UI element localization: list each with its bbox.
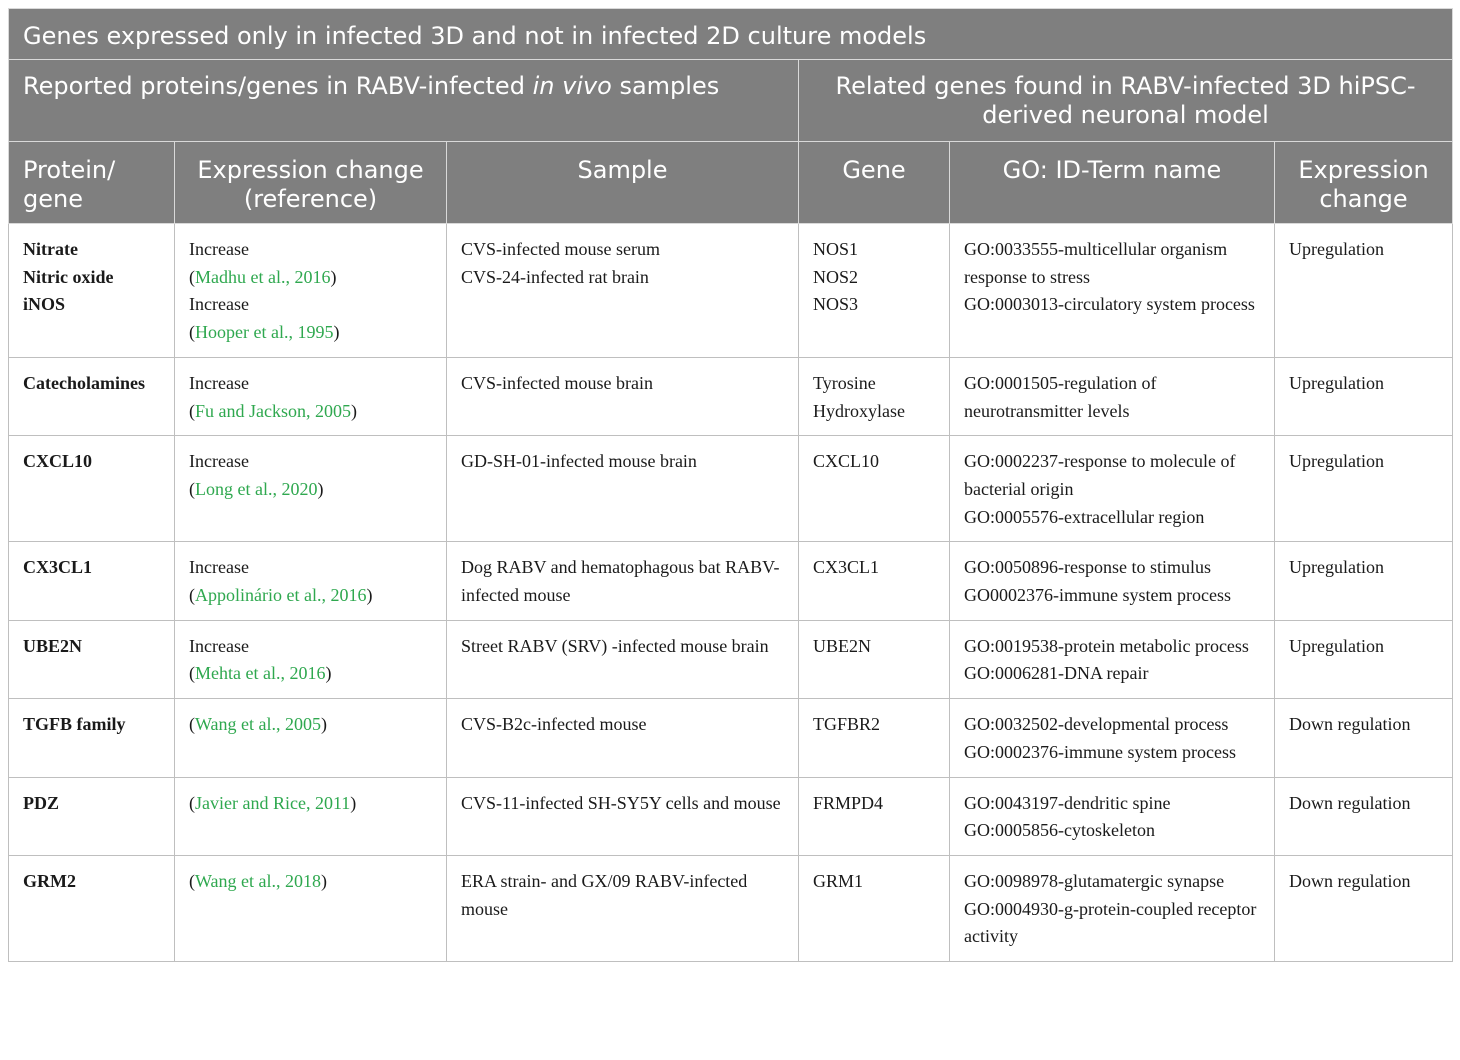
protein-line: iNOS [23, 294, 66, 315]
expression-change-text: Increase [189, 451, 249, 472]
gene-line: TGFBR2 [813, 714, 881, 735]
cell-expression-change: Down regulation [1275, 777, 1453, 855]
cell-go-term [950, 436, 1275, 542]
cell-go-term [950, 224, 1275, 358]
reference-line: (Madhu et al., 2016) [189, 266, 337, 287]
cell-sample [447, 620, 799, 698]
cell-expression-reference [175, 620, 447, 698]
cell-protein [9, 436, 175, 542]
gene-line: GRM1 [813, 870, 864, 891]
cell-sample [447, 855, 799, 961]
cell-gene [799, 436, 950, 542]
reference-link[interactable]: Appolinário et al., 2016 [195, 585, 367, 606]
protein-line: TGFB family [23, 714, 126, 735]
table-row [9, 357, 1453, 435]
reference-link[interactable]: Javier and Rice, 2011 [195, 792, 351, 813]
protein-line: GRM2 [23, 870, 76, 891]
table-title: Genes expressed only in infected 3D and not in infected 2D culture models [9, 9, 1453, 60]
cell-expression-change: Upregulation [1275, 542, 1453, 620]
table-row [9, 620, 1453, 698]
go-term-line: GO:0001505-regulation of neurotransmitter levels [964, 372, 1157, 421]
col-header-expression-reference: Expression change (reference) [175, 142, 447, 224]
reference-link[interactable]: Fu and Jackson, 2005 [195, 400, 351, 421]
go-term-line: GO:0050896-response to stimulus [964, 557, 1211, 578]
reference-line: (Appolinário et al., 2016) [189, 585, 373, 606]
cell-sample [447, 436, 799, 542]
protein-line: Catecholamines [23, 372, 145, 393]
cell-expression-reference [175, 777, 447, 855]
cell-protein [9, 777, 175, 855]
cell-sample [447, 777, 799, 855]
table-row [9, 436, 1453, 542]
expression-change-text: Increase [189, 557, 249, 578]
reference-line: (Mehta et al., 2016) [189, 663, 332, 684]
reference-line: (Fu and Jackson, 2005) [189, 400, 357, 421]
sample-line: CVS-infected mouse serum [461, 239, 660, 259]
go-term-line: GO:0033555-multicellular organism response to stress [964, 239, 1228, 287]
cell-expression-reference [175, 436, 447, 542]
cell-expression-change: Down regulation [1275, 855, 1453, 961]
cell-expression-change: Upregulation [1275, 224, 1453, 358]
go-term-line: GO:0002376-immune system process [964, 741, 1236, 762]
cell-expression-reference [175, 699, 447, 777]
cell-protein [9, 699, 175, 777]
reference-line: (Wang et al., 2005) [189, 714, 328, 735]
gene-line: CX3CL1 [813, 557, 880, 578]
group-header-left-after: samples [611, 72, 720, 100]
cell-sample [447, 357, 799, 435]
cell-gene [799, 542, 950, 620]
protein-line: Nitric oxide [23, 266, 114, 287]
gene-line: NOS3 [813, 294, 859, 315]
go-term-line: GO:0002237-response to molecule of bacterial origin [964, 451, 1236, 499]
cell-protein [9, 542, 175, 620]
cell-protein [9, 357, 175, 435]
reference-line: (Javier and Rice, 2011) [189, 792, 357, 813]
reference-line: (Wang et al., 2018) [189, 870, 328, 891]
cell-expression-reference [175, 357, 447, 435]
table-row [9, 699, 1453, 777]
cell-go-term [950, 620, 1275, 698]
cell-go-term [950, 855, 1275, 961]
protein-line: PDZ [23, 792, 59, 813]
protein-line: UBE2N [23, 635, 83, 656]
gene-line: NOS2 [813, 266, 859, 287]
cell-go-term [950, 777, 1275, 855]
sample-line: Street RABV (SRV) -infected mouse brain [461, 635, 769, 656]
sample-line: Dog RABV and hematophagous bat RABV-infected mouse [461, 557, 780, 606]
go-term-line: GO0002376-immune system process [964, 585, 1231, 606]
group-header-3d-model: Related genes found in RABV-infected 3D hiPSC-derived neuronal model [799, 60, 1453, 142]
table-row [9, 542, 1453, 620]
sample-line: CVS-B2c-infected mouse [461, 714, 647, 735]
reference-link[interactable]: Wang et al., 2005 [195, 714, 322, 735]
reference-link[interactable]: Wang et al., 2018 [195, 870, 322, 891]
gene-line: Tyrosine Hydroxylase [813, 372, 905, 421]
go-term-line: GO:0043197-dendritic spine [964, 792, 1171, 813]
group-header-left-italic: in vivo [532, 72, 612, 100]
cell-protein [9, 224, 175, 358]
expression-change-text: Increase [189, 372, 249, 393]
cell-sample [447, 699, 799, 777]
cell-go-term [950, 699, 1275, 777]
col-header-go-term: GO: ID-Term name [950, 142, 1275, 224]
reference-link[interactable]: Mehta et al., 2016 [195, 663, 326, 684]
cell-protein [9, 855, 175, 961]
cell-gene [799, 620, 950, 698]
gene-line: NOS1 [813, 239, 859, 259]
table-row [9, 224, 1453, 358]
go-term-line: GO:0032502-developmental process [964, 714, 1229, 735]
cell-expression-change: Upregulation [1275, 620, 1453, 698]
sample-line: ERA strain- and GX/09 RABV-infected mouse [461, 870, 748, 919]
table-row [9, 777, 1453, 855]
reference-link[interactable]: Madhu et al., 2016 [195, 266, 331, 287]
col-header-sample: Sample [447, 142, 799, 224]
gene-line: CXCL10 [813, 451, 880, 472]
go-term-line: GO:0098978-glutamatergic synapse [964, 870, 1225, 891]
cell-sample [447, 224, 799, 358]
gene-line: UBE2N [813, 635, 871, 656]
cell-sample [447, 542, 799, 620]
table-row [9, 855, 1453, 961]
protein-line: CX3CL1 [23, 557, 93, 578]
col-header-expression-change: Expression change [1275, 142, 1453, 224]
cell-expression-reference [175, 542, 447, 620]
sample-line: CVS-infected mouse brain [461, 372, 653, 393]
cell-gene [799, 357, 950, 435]
go-term-line: GO:0004930-g-protein-coupled receptor activity [964, 898, 1257, 947]
group-header-left-before: Reported proteins/genes in RABV-infected [23, 72, 533, 100]
sample-line: GD-SH-01-infected mouse brain [461, 451, 697, 472]
cell-expression-change: Upregulation [1275, 436, 1453, 542]
col-header-gene: Gene [799, 142, 950, 224]
go-term-line: GO:0003013-circulatory system process [964, 294, 1255, 315]
expression-change-text: Increase [189, 635, 249, 656]
reference-line: (Long et al., 2020) [189, 478, 324, 499]
genes-table [8, 8, 1453, 962]
cell-gene [799, 224, 950, 358]
col-header-protein: Protein/ gene [9, 142, 175, 224]
table-container [8, 8, 1452, 962]
reference-link[interactable]: Long et al., 2020 [195, 478, 318, 499]
cell-gene [799, 855, 950, 961]
cell-gene [799, 777, 950, 855]
go-term-line: GO:0005576-extracellular region [964, 506, 1205, 527]
cell-expression-change: Upregulation [1275, 357, 1453, 435]
expression-change-text: Increase [189, 294, 249, 315]
cell-expression-reference [175, 855, 447, 961]
reference-link[interactable]: Hooper et al., 1995 [195, 322, 334, 343]
reference-line: (Hooper et al., 1995) [189, 322, 340, 343]
protein-line: Nitrate [23, 239, 78, 259]
protein-line: CXCL10 [23, 451, 93, 472]
go-term-line: GO:0005856-cytoskeleton [964, 820, 1155, 841]
expression-change-text: Increase [189, 239, 249, 259]
sample-line: CVS-24-infected rat brain [461, 266, 649, 287]
sample-line: CVS-11-infected SH-SY5Y cells and mouse [461, 792, 781, 813]
gene-line: FRMPD4 [813, 792, 884, 813]
cell-protein [9, 620, 175, 698]
cell-expression-change: Down regulation [1275, 699, 1453, 777]
cell-go-term [950, 542, 1275, 620]
go-term-line: GO:0006281-DNA repair [964, 663, 1149, 684]
cell-expression-reference [175, 224, 447, 358]
cell-go-term [950, 357, 1275, 435]
go-term-line: GO:0019538-protein metabolic process [964, 635, 1249, 656]
cell-gene [799, 699, 950, 777]
group-header-in-vivo [9, 60, 799, 142]
